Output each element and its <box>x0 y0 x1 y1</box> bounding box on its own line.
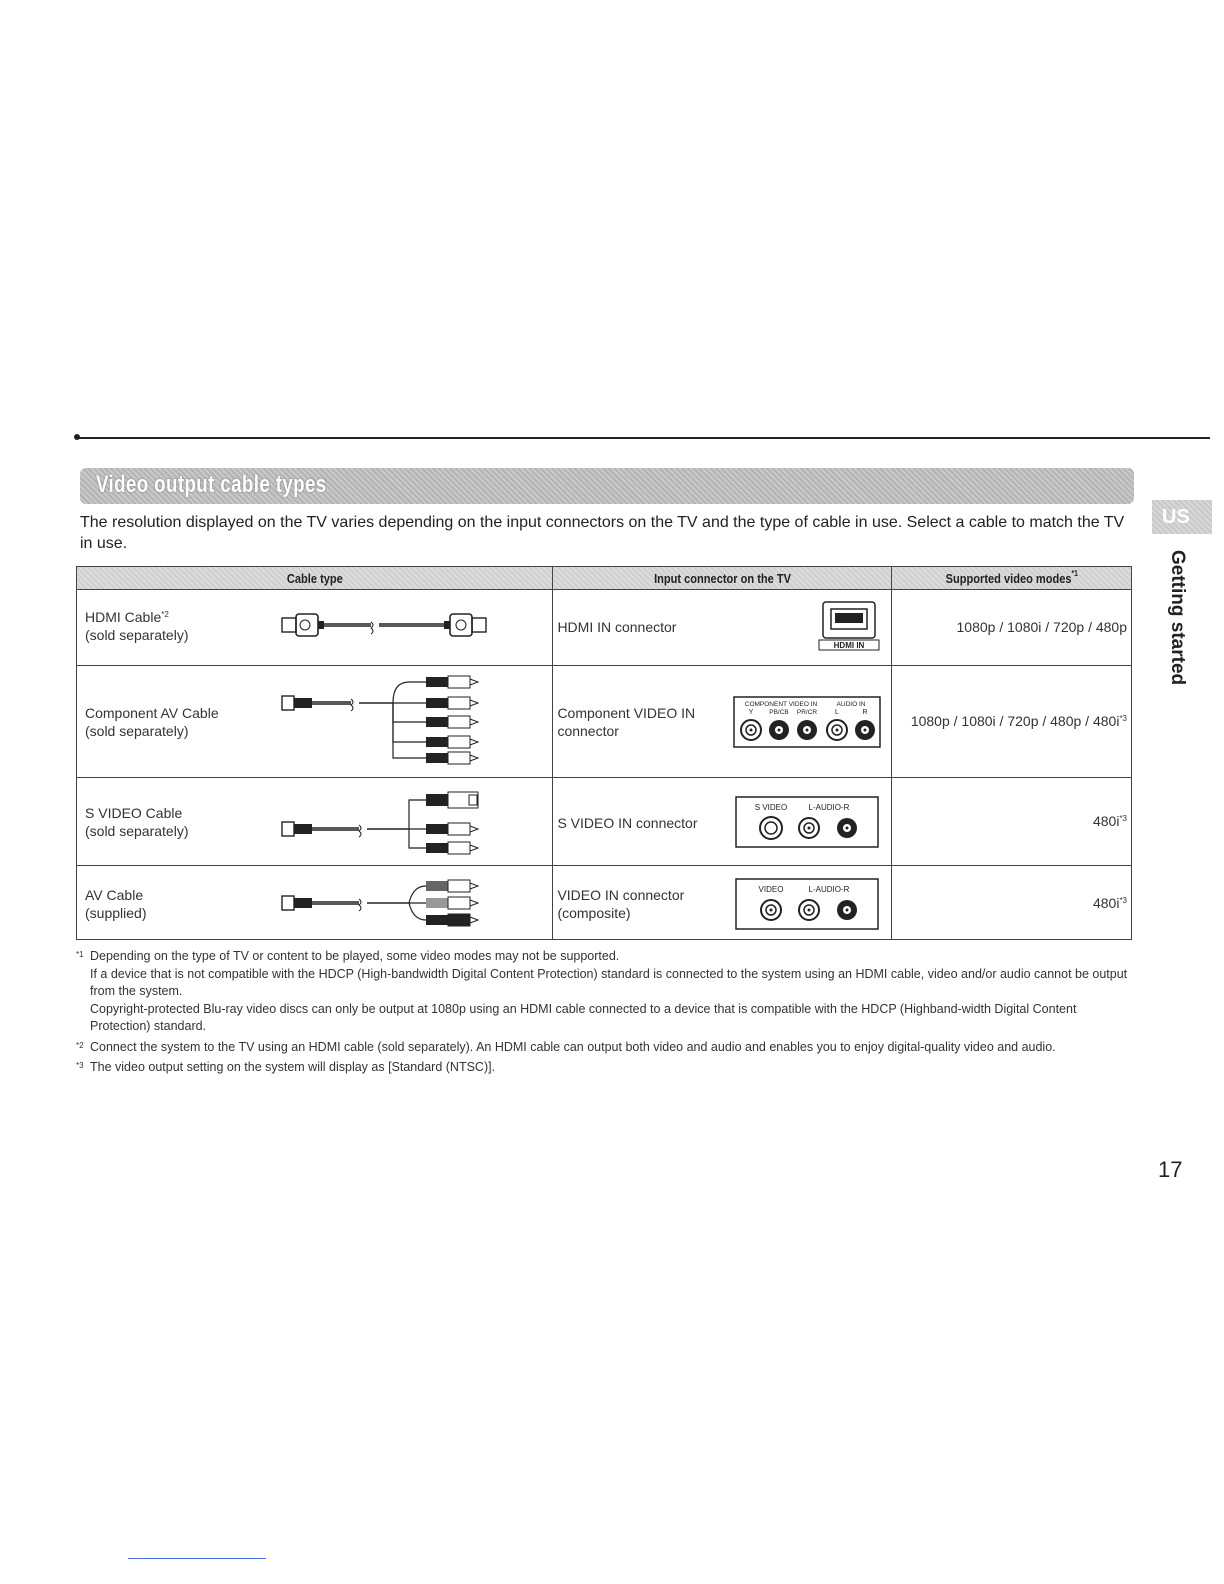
video-modes: $480i^{*3}$ <box>1092 895 1127 911</box>
footnote-1 <box>76 948 1136 1036</box>
footnote-3 <box>76 1059 1136 1077</box>
l-audio-r-label: L-AUDIO-R <box>808 803 850 812</box>
connector-name: S VIDEO IN connector <box>557 815 698 831</box>
connector-cell <box>553 666 891 778</box>
modes-cell <box>891 666 1131 778</box>
connector-name: HDMI IN connector <box>557 619 677 635</box>
modes-cell <box>891 590 1131 666</box>
footnote-line: Depending on the type of TV or content to be played, some video modes may not be supported. <box>90 949 620 963</box>
hdmi-in-label: HDMI IN <box>834 641 865 650</box>
region-badge-text: US <box>1162 506 1190 528</box>
video-modes: 1080p / 1080i / 720p / 480p <box>956 619 1127 635</box>
cable-note: (sold separately) <box>85 627 189 643</box>
hdmi-cable-illustration <box>281 610 487 640</box>
modes-cell <box>891 866 1131 940</box>
av-cable-illustration <box>281 878 493 928</box>
connector-name: VIDEO IN connector <box>557 887 685 903</box>
pr-label: PR/CR <box>797 709 818 716</box>
cable-name: AV Cable <box>85 887 144 903</box>
header-input-connector: Input connector on the TV <box>553 567 891 590</box>
footnote-line: If a device that is not compatible with the HDCP (High-bandwidth Digital Content Protection) standard is connected to the system using an HDMI cable, video and/or audio cannot be output from the system. <box>90 966 1128 998</box>
connector-cell <box>553 590 891 666</box>
footnote-line: Copyright-protected Blu-ray video discs can only be output at 1080p using an HDMI cable connected to a device that is compatible with the HDCP (Highband-width Digital Content Protection) standard. <box>90 1001 1077 1033</box>
intro-paragraph: The resolution displayed on the TV varies depending on the input connectors on the TV and the type of cable in use. Select a cable to match the TV in use. <box>80 514 1125 552</box>
y-label: Y <box>749 709 754 716</box>
s-video-label: S VIDEO <box>755 803 788 812</box>
header-cable-type: Cable type <box>77 567 553 590</box>
r-label: R <box>862 709 868 716</box>
pb-label: PB/CB <box>769 709 790 716</box>
s-video-in-panel-icon <box>735 796 879 848</box>
footnote-mark: *3 <box>76 1061 84 1070</box>
l-audio-r-label: L-AUDIO-R <box>808 885 850 894</box>
chapter-side-label <box>1166 550 1188 690</box>
video-in-panel-icon <box>735 878 879 930</box>
component-video-in-label: COMPONENT VIDEO IN <box>745 701 818 708</box>
connector-name-cont: connector <box>557 723 619 739</box>
s-video-cable-illustration <box>281 788 493 858</box>
connector-name-cont: (composite) <box>557 905 631 921</box>
table-row <box>77 666 1132 778</box>
modes-cell <box>891 778 1131 866</box>
video-modes <box>911 712 1127 730</box>
l-label: L <box>835 709 840 716</box>
cable-note: (supplied) <box>85 905 147 921</box>
chapter-side-label-text: Getting started <box>1167 550 1188 686</box>
cable-cell <box>77 590 553 666</box>
header-video-modes: Supported video modes$^{*1}$ <box>891 567 1131 590</box>
footer-rule <box>128 1558 266 1559</box>
connector-name: Component VIDEO IN <box>557 705 696 721</box>
connector-cell <box>553 778 891 866</box>
cable-cell <box>77 666 553 778</box>
table-row <box>77 866 1132 940</box>
footnote-line: The video output setting on the system will display as [Standard (NTSC)]. <box>90 1060 496 1074</box>
cable-name: HDMI Cable$^{*2}$ <box>85 609 169 625</box>
video-modes-text: $1080p / 1080i / 720p / 480p / 480i^{*3}$ <box>910 713 1127 729</box>
cable-cell <box>77 866 553 940</box>
cable-note: (sold separately) <box>85 723 189 739</box>
footnote-mark: *2 <box>76 1040 84 1050</box>
table-row <box>77 778 1132 866</box>
footnote-2 <box>76 1039 1136 1057</box>
table-row <box>77 590 1132 666</box>
cable-name: Component AV Cable <box>85 705 219 721</box>
hdmi-in-port-icon <box>817 600 881 652</box>
section-title: Video output cable types <box>96 471 327 498</box>
footnotes <box>76 948 1136 1077</box>
audio-in-label: AUDIO IN <box>836 701 866 708</box>
video-modes: $480i^{*3}$ <box>1092 813 1127 829</box>
connector-cell <box>553 866 891 940</box>
region-badge <box>1152 500 1212 534</box>
cable-note: (sold separately) <box>85 823 189 839</box>
cable-cell <box>77 778 553 866</box>
cable-table <box>76 566 1132 940</box>
component-video-in-panel-icon <box>733 696 881 748</box>
page-number: 17 <box>1158 1157 1183 1182</box>
footnote-line: Connect the system to the TV using an HDMI cable (sold separately). An HDMI cable can output both video and audio and enables you to enjoy digital-quality video and audio. <box>90 1039 1056 1054</box>
header-rule <box>76 437 1210 439</box>
video-label: VIDEO <box>758 885 784 894</box>
cable-name: S VIDEO Cable <box>85 805 183 821</box>
component-cable-illustration <box>281 672 493 770</box>
footnote-mark: *1 <box>76 950 84 959</box>
